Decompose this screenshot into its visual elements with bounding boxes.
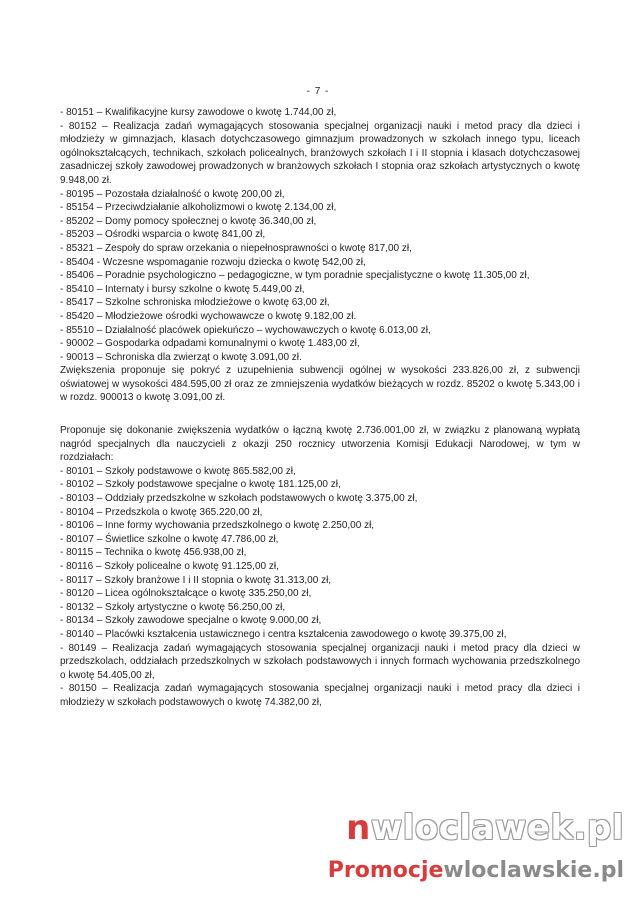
watermark-n-letter: n (346, 808, 371, 848)
list-item: - 80140 – Placówki kształcenia ustawicznego i centra kształcenia zawodowego o kwotę 39.375,00 zł, (60, 628, 507, 640)
list-item: - 80132 – Szkoły artystyczne o kwotę 56.250,00 zł, (60, 601, 286, 613)
list-item: - 80149 – Realizacja zadań wymagających stosowania specjalnej organizacji nauki i metod pracy dla dzieci w przedszkolach, oddziałach przedszkolnych w szkołach podstawowych i innych formach wychowania przedszkolnego o kwotę 54.405,00 zł, (60, 642, 580, 681)
section-1-list (60, 106, 580, 364)
watermark-nwloclawek (204, 808, 624, 848)
list-item: - 80134 – Szkoły zawodowe specjalne o kwotę 9.000,00 zł, (60, 615, 322, 627)
list-item: - 80104 – Przedszkola o kwotę 365.220,00 zł, (60, 506, 263, 518)
document-body (60, 106, 580, 710)
list-item: - 80116 – Szkoły policealne o kwotę 91.125,00 zł, (60, 561, 279, 572)
list-item: - 80102 – Szkoły podstawowe specjalne o kwotę 181.125,00 zł, (60, 479, 341, 491)
list-item: - 80117 – Szkoły branżowe I i II stopnia o kwotę 31.313,00 zł, (60, 574, 332, 586)
list-item: - 80106 – Inne formy wychowania przedszkolnego o kwotę 2.250,00 zł, (60, 520, 375, 532)
watermark-promocje-word: Promocje (327, 858, 444, 883)
list-item: - 90013 – Schroniska dla zwierząt o kwotę 3.091,00 zł. (60, 351, 302, 363)
list-item: - 80150 – Realizacja zadań wymagających stosowania specjalnej organizacji nauki i metod pracy dla dzieci i młodzieży w szkołach podstawowych o kwotę 74.382,00 zł, (60, 683, 580, 708)
list-item: - 80195 – Pozostała działalność o kwotę 200,00 zł, (60, 188, 285, 200)
list-item: - 80115 – Technika o kwotę 456.938,00 zł, (60, 547, 247, 559)
list-item: - 80152 – Realizacja zadań wymagających stosowania specjalnej organizacji nauki i metod pracy dla dzieci i młodzieży w gimnazjach, klasach dotychczasowego gimnazjum prowadzonych w szkołach innego typu, liceach ogólnokształcących, technikach, szkołach policealnych, branżowych szkołach I i II stopnia i klasach dotychczasowej zasadniczej szkoły zawodowej prowadzonych w branżowych szkołach I stopnia oraz szkołach artystycznych o kwotę 9.948,00 zł. (60, 120, 580, 186)
list-item: - 85420 – Młodzieżowe ośrodki wychowawcze o kwotę 9.182,00 zł. (60, 310, 357, 322)
list-item: - 80120 – Licea ogólnokształcące o kwotę 335.250,00 zł, (60, 588, 312, 600)
list-item: - 85410 – Internaty i bursy szkolne o kwotę 5.449,00 zł, (60, 283, 305, 295)
watermark-promocje (204, 858, 624, 883)
section-2-intro: Proponuje się dokonanie zwiększenia wydatków o łączną kwotę 2.736.001,00 zł, w związku z planowaną wypłatą nagród specjalnych dla nauczycieli z okazji 250 rocznicy utworzenia Komisji Edukacji Narodowej, w tym w rozdziałach: (60, 425, 580, 464)
list-item: - 85321 – Zespoły do spraw orzekania o niepełnosprawności o kwotę 817,00 zł, (60, 242, 412, 254)
list-item: - 80103 – Oddziały przedszkolne w szkołach podstawowych o kwotę 3.375,00 zł, (60, 493, 418, 505)
list-item: - 85154 – Przeciwdziałanie alkoholizmowi o kwotę 2.134,00 zł, (60, 202, 337, 214)
list-item: - 85406 – Poradnie psychologiczno – pedagogiczne, w tym poradnie specjalistyczne o kwotę 11.305,00 zł, (60, 270, 530, 282)
watermark-promocje-domain: wloclawskie.pl (443, 858, 624, 883)
paragraph-gap (60, 405, 580, 424)
section-2-list (60, 465, 580, 710)
list-item: - 80151 – Kwalifikacyjne kursy zawodowe o kwotę 1.744,00 zł, (60, 107, 337, 118)
list-item: - 90002 – Gospodarka odpadami komunalnymi o kwotę 1.483,00 zł, (60, 338, 360, 350)
list-item: - 85404 - Wczesne wspomaganie rozwoju dziecka o kwotę 542,00 zł, (60, 256, 366, 268)
list-item: - 80101 – Szkoły podstawowe o kwotę 865.582,00 zł, (60, 465, 296, 477)
list-item: - 80107 – Świetlice szkolne o kwotę 47.786,00 zł, (60, 533, 279, 545)
list-item: - 85202 – Domy pomocy społecznej o kwotę 36.340,00 zł, (60, 215, 317, 227)
list-item: - 85203 – Ośrodki wsparcia o kwotę 841,00 zł, (60, 229, 266, 241)
list-item: - 85417 – Szkolne schroniska młodzieżowe o kwotę 63,00 zł, (60, 297, 330, 309)
page-number: - 7 - (306, 86, 330, 97)
funding-summary: Zwiększenia proponuje się pokryć z uzupełnienia subwencji ogólnej w wysokości 233.826,00 zł, z subwencji oświatowej w wysokości 484.595,00 zł oraz ze zmniejszenia wydatków bieżących w rozdz. 85202 o kwotę 5.343,00 i w rozdz. 900013 o kwotę 3.091,00 zł. (60, 365, 580, 404)
watermark-domain: wloclawek.pl (370, 808, 624, 848)
list-item: - 85510 – Działalność placówek opiekuńczo – wychowawczych o kwotę 6.013,00 zł, (60, 324, 431, 336)
